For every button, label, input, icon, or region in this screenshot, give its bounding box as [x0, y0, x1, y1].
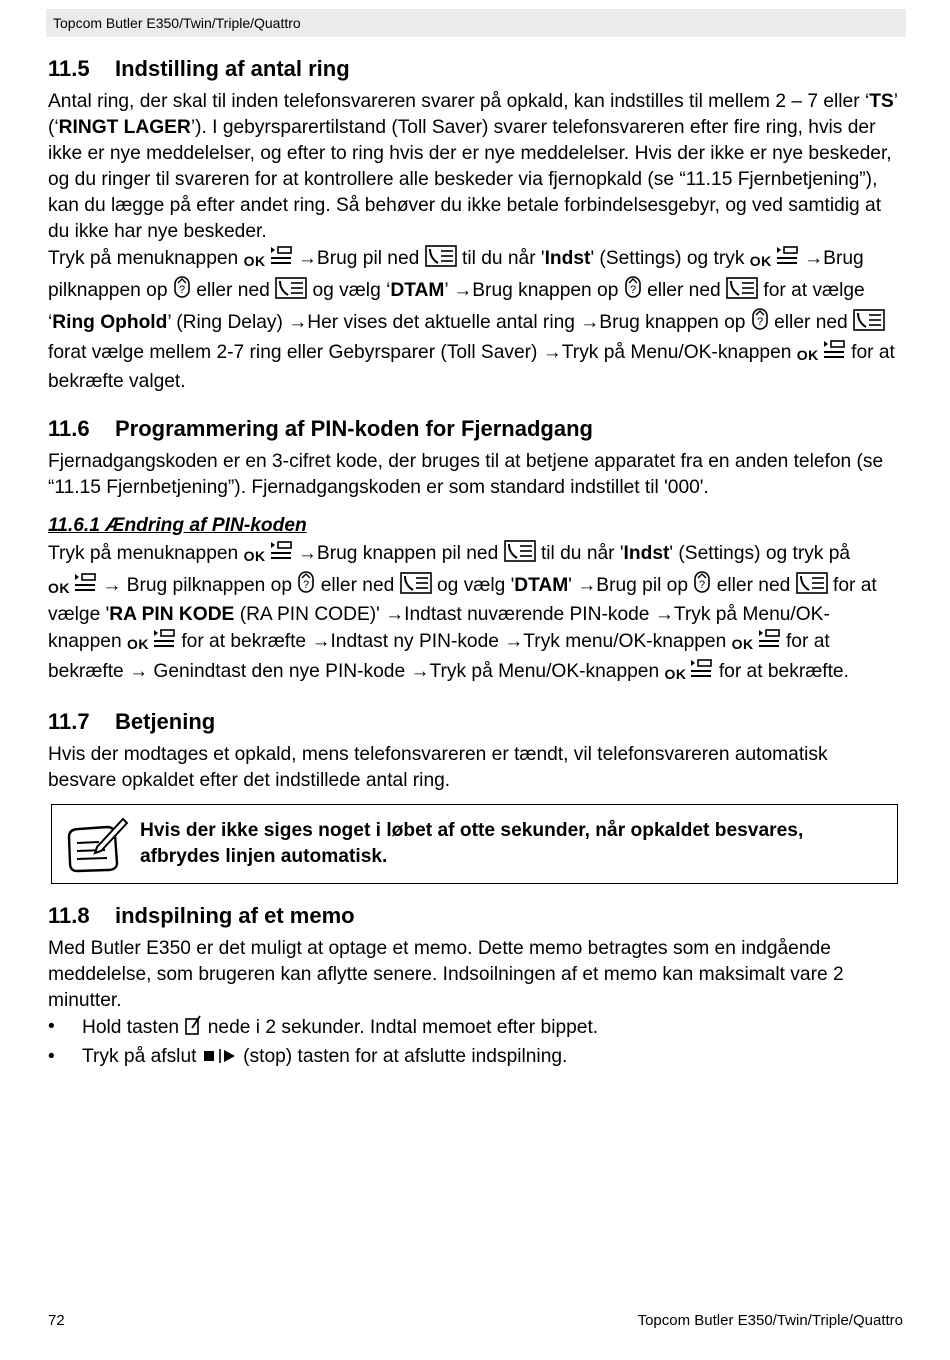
ok-menu-icon: OK [732, 628, 781, 658]
up-key-icon [297, 570, 315, 602]
memo-key-icon [184, 1014, 202, 1044]
phonebook-down-icon [400, 572, 432, 602]
ok-menu-icon: OK [750, 245, 799, 275]
phonebook-down-icon [726, 277, 758, 307]
section-11-6 [48, 415, 900, 688]
phonebook-down-icon [853, 309, 885, 339]
section-number: 11.7 [48, 709, 90, 734]
footer-title: Topcom Butler E350/Twin/Triple/Quattro [637, 1312, 903, 1329]
section-title: Indstilling af antal ring [115, 56, 350, 81]
arrow-right-icon: → [804, 248, 824, 269]
ok-menu-icon: OK [244, 540, 293, 570]
arrow-right-icon: → [453, 280, 473, 301]
paragraph: Hvis der modtages et opkald, mens telefonsvareren er tændt, vil telefonsvareren automatisk besvare opkaldet efter det indstillede antal ring. [48, 744, 828, 791]
header-title: Topcom Butler E350/Twin/Triple/Quattro [53, 15, 301, 31]
note-box [51, 804, 898, 884]
paragraph: Med Butler E350 er det muligt at optage et memo. Dette memo betragtes som en indgående meddelelse, som brugeren kan aflytte senere. Indsoilningen af et memo kan maksimalt vare 2 minutter. [48, 938, 844, 1011]
instructions: Tryk på menuknappen OK →Brug knappen pil ned til du når 'Indst' (Settings) og tryk på OK → Brug pilknappen op ? eller ned og vælg 'DTAM' →Brug pil op ? eller ned for at vælge 'RA PIN KODE (RA PIN CODE)' →Indtast nuværende PIN-kode →Tryk på Menu/OK-knappen OK for at bekræfte →Indtast ny PIN-kode →Tryk menu/OK-knappen OK for at bekræfte → Genindtast den nye PIN-kode →Tryk på Menu/OK-knappen OK for at bekræfte. [48, 540, 900, 688]
section-heading [48, 55, 900, 83]
ok-menu-icon: OK [127, 628, 176, 658]
ok-menu-icon: OK [797, 339, 846, 369]
page-header [46, 9, 906, 37]
arrow-right-icon: → [580, 312, 600, 333]
page-number: 72 [48, 1312, 65, 1329]
phonebook-down-icon [504, 540, 536, 570]
note-text: Hvis der ikke siges noget i løbet af otte sekunder, når opkaldet besvares, afbrydes linjen automatisk. [140, 820, 804, 867]
up-key-icon [693, 570, 711, 602]
section-11-7 [48, 708, 900, 884]
section-11-5 [48, 55, 900, 395]
svg-text:?: ? [699, 579, 706, 591]
section-11-8 [48, 902, 900, 1073]
bullet-list [48, 1014, 900, 1073]
arrow-right-icon: → [542, 342, 562, 363]
arrow-right-icon: → [102, 575, 122, 596]
arrow-right-icon: → [385, 604, 405, 625]
up-key-icon [624, 275, 642, 307]
phonebook-down-icon [275, 277, 307, 307]
arrow-right-icon: → [129, 661, 149, 682]
arrow-right-icon: → [288, 312, 308, 333]
svg-text:?: ? [756, 316, 763, 328]
phonebook-down-icon [796, 572, 828, 602]
section-number: 11.8 [48, 903, 90, 928]
arrow-right-icon: → [654, 604, 674, 625]
phonebook-down-icon [425, 245, 457, 275]
section-title: Betjening [115, 709, 216, 734]
ok-menu-icon: OK [244, 245, 293, 275]
arrow-right-icon: → [297, 543, 317, 564]
section-heading [48, 902, 900, 930]
section-title: Programmering af PIN-koden for Fjernadgang [115, 416, 593, 441]
section-number: 11.5 [48, 56, 90, 81]
arrow-right-icon: → [577, 575, 597, 596]
section-heading [48, 708, 900, 736]
arrow-right-icon: → [410, 661, 430, 682]
svg-text:?: ? [303, 579, 310, 591]
paragraph: Antal ring, der skal til inden telefonsvareren svarer på opkald, kan indstilles til mellem 2 – 7 eller ‘TS’ (‘RINGT LAGER’). I gebyrsparertilstand (Toll Saver) svarer telefonsvareren efter fire ring, hvis der ikke er nye meddelelser, og efter to ring hvis der er nye meddelelser. Hvis der ikke er nye beskeder, og du ringer til svareren for at kontrollere alle beskeder via fjernopkald (se “11.15 Fjernbetjening”), kan du lægge på efter andet ring. Så behøver du ikke betale forbindelsesgebyr, og ved samtidig at du ikke har nye beskeder. [48, 91, 898, 242]
section-number: 11.6 [48, 416, 90, 441]
note-pen-icon [52, 813, 140, 875]
list-item: • Hold tasten nede i 2 sekunder. Indtal memoet efter bippet. [48, 1014, 900, 1044]
arrow-right-icon: → [297, 248, 317, 269]
instructions: Tryk på menuknappen OK →Brug pil ned til du når 'Indst' (Settings) og tryk OK →Brug pilknappen op ? eller ned og vælg ‘DTAM’ →Brug knappen op ? eller ned for at vælge ‘Ring Ophold’ (Ring Delay) →Her vises det aktuelle antal ring →Brug knappen op ? eller ned forat vælge mellem 2-7 ring eller Gebyrsparer (Toll Saver) →Tryk på Menu/OK-knappen OK for at bekræfte valget. [48, 245, 900, 395]
svg-text:?: ? [178, 284, 185, 296]
ok-menu-icon: OK [48, 572, 97, 602]
up-key-icon [173, 275, 191, 307]
paragraph: Fjernadgangskoden er en 3-cifret kode, der bruges til at betjene apparatet fra en anden telefon (se “11.15 Fjernbetjening”). Fjernadgangskoden er som standard indstillet til '000'. [48, 451, 884, 498]
section-heading [48, 415, 900, 443]
arrow-right-icon: → [504, 631, 524, 652]
list-item: • Tryk på afslut (stop) tasten for at afslutte indspilning. [48, 1044, 900, 1073]
section-title: indspilning af et memo [115, 903, 355, 928]
page-content [48, 55, 900, 1093]
subsection-heading: 11.6.1 Ændring af PIN-koden [48, 515, 307, 536]
arrow-right-icon: → [311, 631, 331, 652]
svg-text:?: ? [629, 284, 636, 296]
up-key-icon [751, 307, 769, 339]
ok-menu-icon: OK [664, 658, 713, 688]
stop-play-icon [202, 1045, 238, 1073]
